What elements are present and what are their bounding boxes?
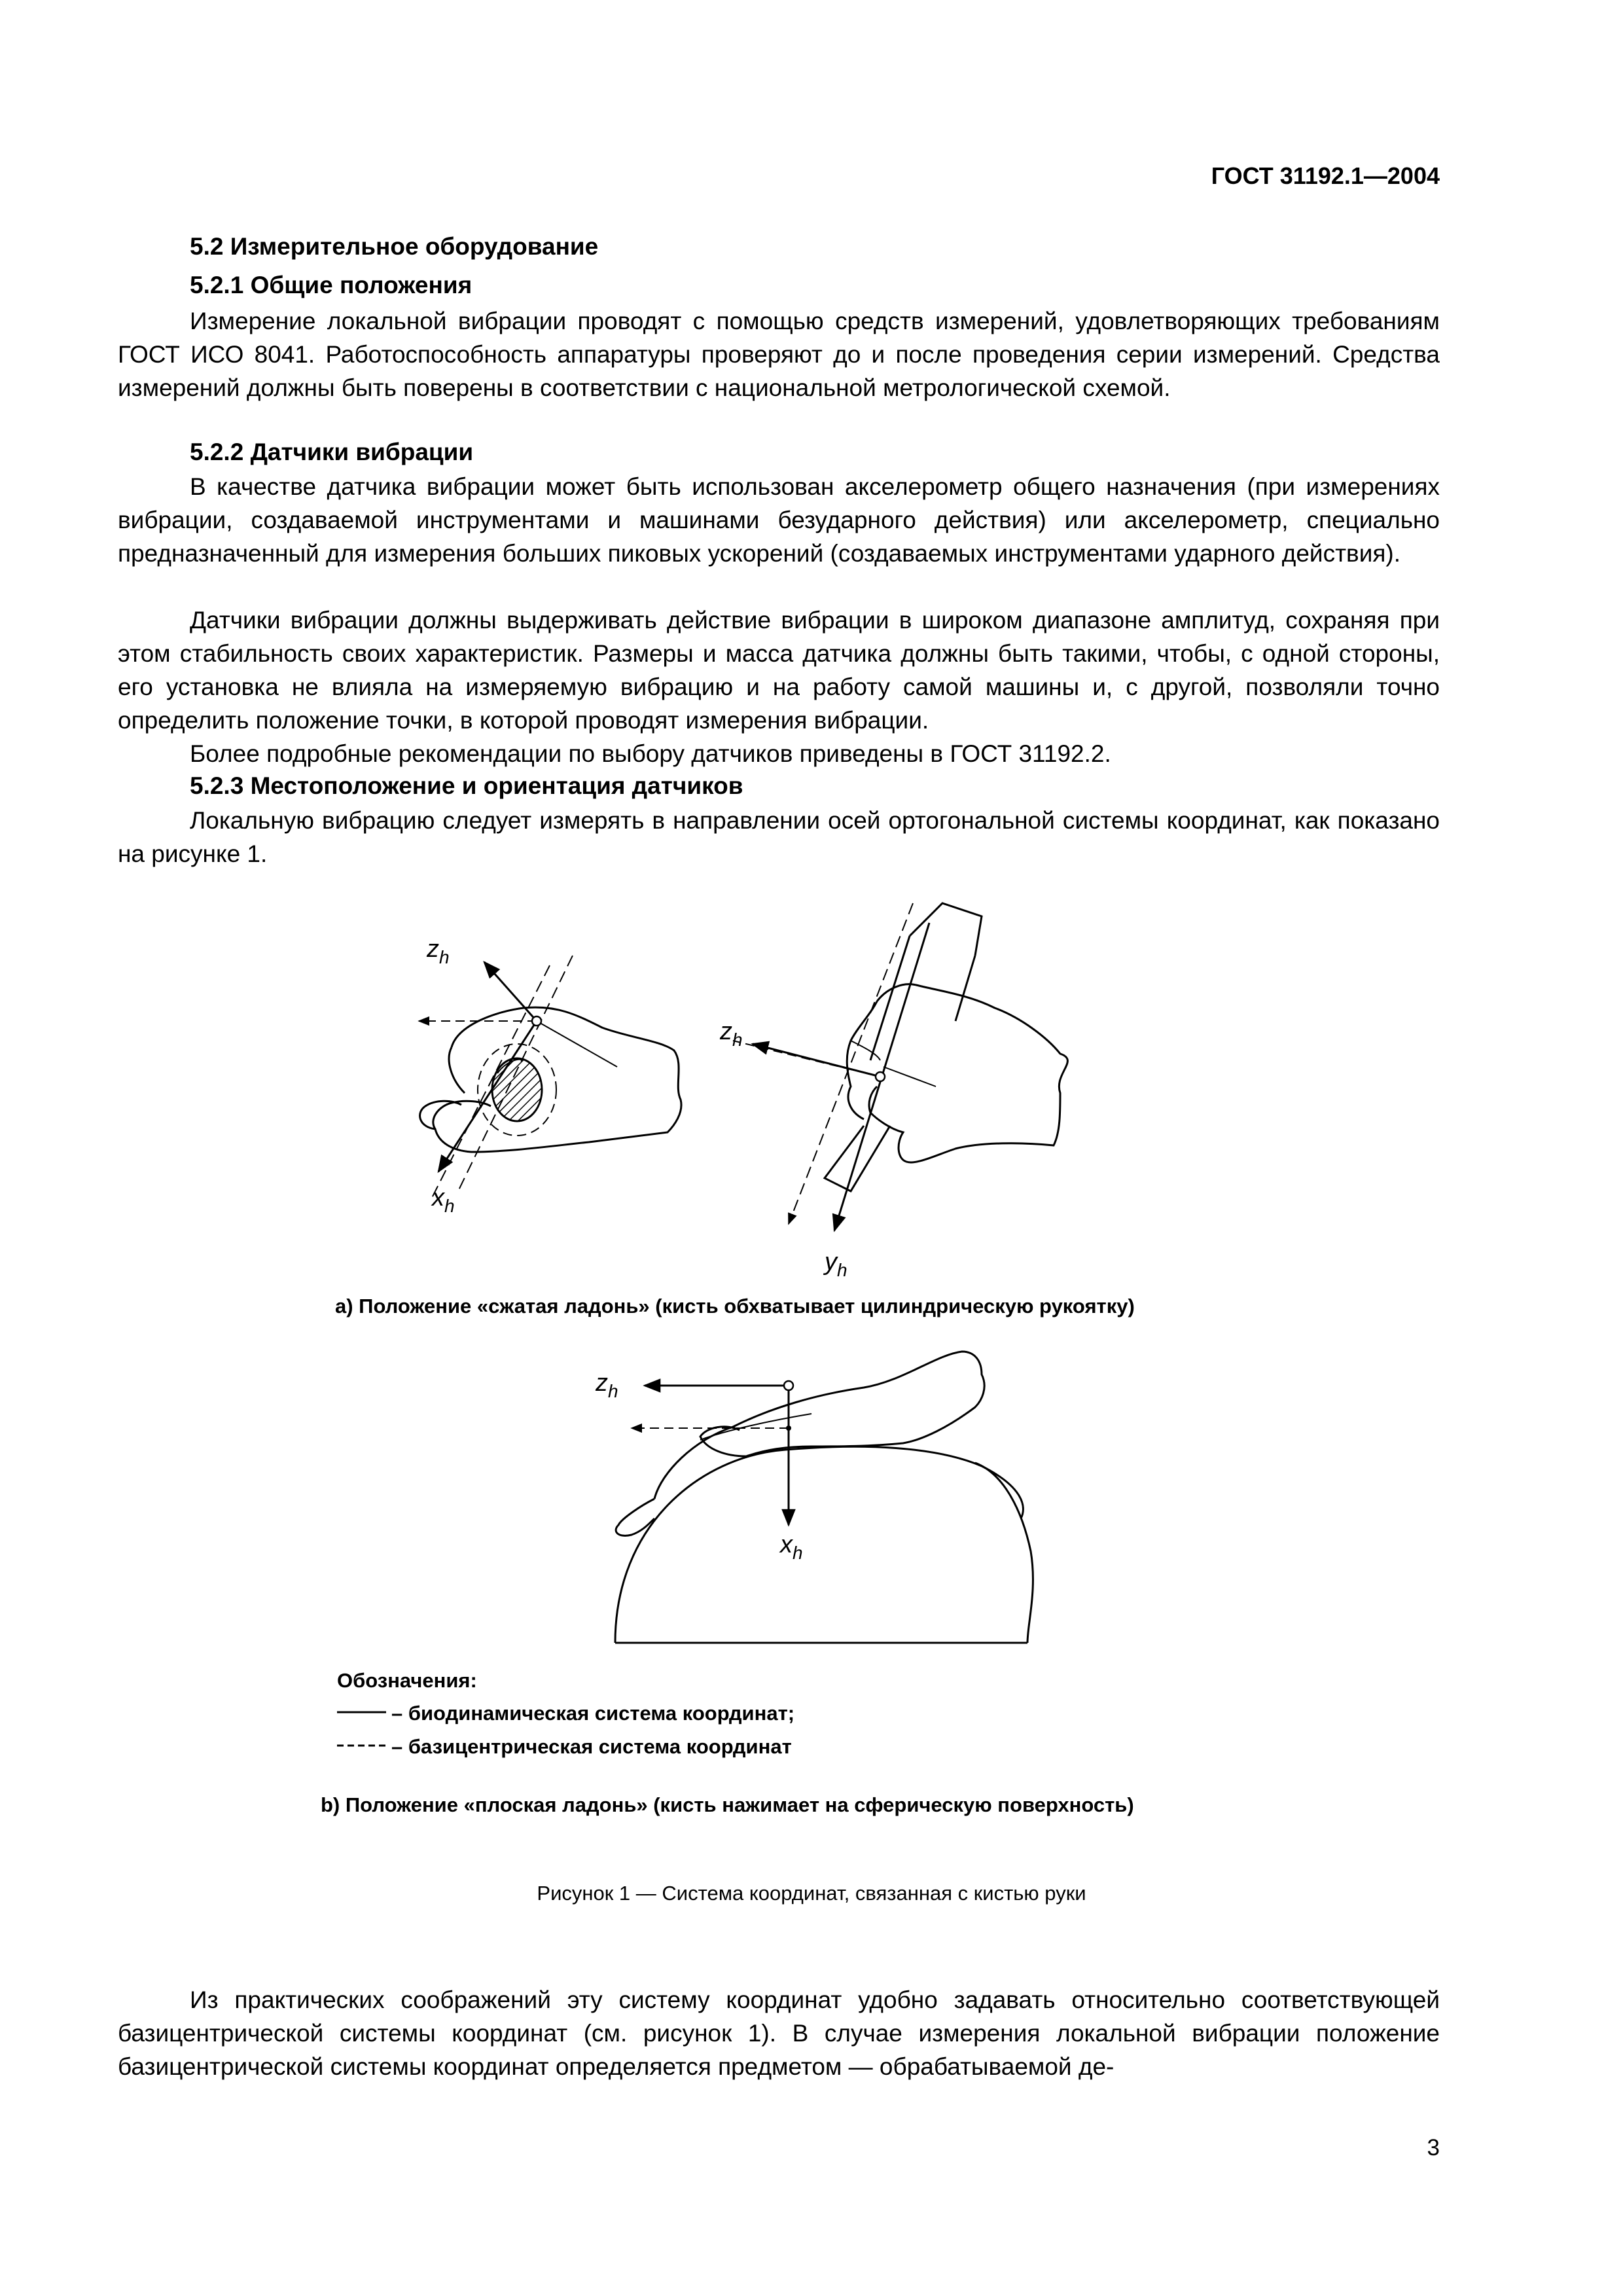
axis-label-x-b: $x_h$ [780,1531,803,1563]
section-5-2-3-paragraph: Локальную вибрацию следует измерять в направлении осей ортогональной системы координат, как показано на рисунке 1. [118,807,1440,867]
figure-1-illustration [0,890,1623,1820]
section-5-2-2-title: 5.2.2 Датчики вибрации [190,439,474,465]
section-5-2-1-paragraph: Измерение локальной вибрации проводят с помощью средств измерений, удовлетворяющих требованиям ГОСТ ИСО 8041. Работоспособность аппаратуры проверяют до и после проведения серии измерений. Средства измерений должны быть поверены в соответствии с национальной метрологической схемой. [118,308,1440,401]
figure-title: Рисунок 1 — Система координат, связанная с кистью руки [537,1882,1086,1905]
closing-paragraph: Из практических соображений эту систему координат удобно задавать относительно соответствующей базицентрической системы координат (см. рисунок 1). В случае измерения локальной вибрации положение базицентрической системы координат определяется предметом — обрабатываемой де- [118,1986,1440,2080]
section-5-2-2-paragraph-1: В качестве датчика вибрации может быть использован акселерометр общего назначения (при измерениях вибрации, создаваемой инструментами и машинами безударного действия) или акселерометр, специально предназначенный для измерения больших пиковых ускорений (создаваемых инструментами ударного действия). [118,473,1440,567]
figure-caption-b: b) Положение «плоская ладонь» (кисть нажимает на сферическую поверхность) [321,1793,1134,1816]
section-5-2-2-paragraph-2: Датчики вибрации должны выдерживать действие вибрации в широком диапазоне амплитуд, сохраняя при этом стабильность своих характеристик. Размеры и масса датчика должны быть такими, чтобы, с одной стороны, его установка не влияла на измеряемую вибрацию и на работу самой машины и, с другой, позволяли точно определить положение точки, в которой проводят измерения вибрации. [118,607,1440,734]
axis-label-y-a-right: $y_h$ [825,1248,847,1280]
legend-solid-text: – биодинамическая система координат; [391,1702,795,1725]
figure-b-hand [616,1352,984,1535]
figure-b-sphere [615,1446,1033,1643]
figure-caption-a: a) Положение «сжатая ладонь» (кисть обхватывает цилиндрическую рукоятку) [335,1295,1135,1318]
section-5-2-3-title: 5.2.3 Местоположение и ориентация датчиков [190,772,743,799]
axis-label-z-b: $z_h$ [596,1369,618,1401]
legend-title: Обозначения: [337,1669,477,1692]
axis-label-z-a-left: $z_h$ [427,935,450,967]
standard-number: ГОСТ 31192.1—2004 [1211,162,1440,189]
section-5-2-1-title: 5.2.1 Общие положения [190,272,473,298]
section-5-2-title: 5.2 Измерительное оборудование [190,233,599,260]
axis-label-x-a-left: $x_h$ [432,1184,455,1216]
section-5-2-2-paragraph-3: Более подробные рекомендации по выбору датчиков приведены в ГОСТ 31192.2. [190,740,1111,767]
figure-b-axes [632,1381,793,1525]
legend-dashed-text: – базицентрическая система координат [391,1735,792,1758]
axis-label-z-a-right: $z_h$ [720,1018,743,1050]
page-number: 3 [1427,2135,1440,2161]
